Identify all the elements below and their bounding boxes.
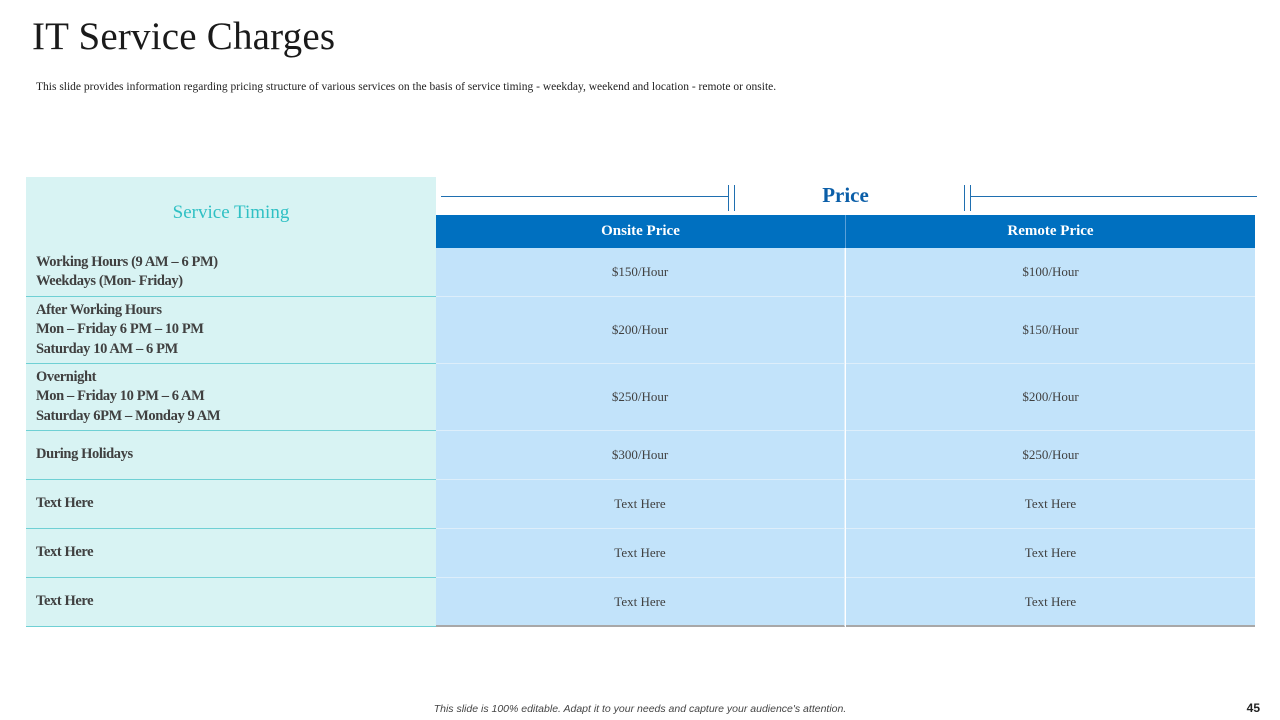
service-timing-line: Mon – Friday 10 PM – 6 AM (36, 388, 205, 405)
service-timing-line: Weekdays (Mon- Friday) (36, 273, 183, 289)
remote-price-cell: Text Here (846, 480, 1255, 529)
onsite-price-cell: Text Here (436, 480, 845, 529)
table-row (26, 480, 1255, 529)
price-header-label: Price (822, 183, 869, 207)
table-row (26, 364, 1255, 431)
remote-price-cell: $200/Hour (846, 364, 1255, 431)
slide-subtitle: This slide provides information regarding pricing structure of various services on the basis of service timing - weekday, weekend and location - remote or onsite. (36, 81, 777, 93)
service-timing-line: Saturday 6PM – Monday 9 AM (36, 407, 221, 424)
remote-price-cell: Text Here (846, 529, 1255, 578)
onsite-price-cell: $300/Hour (436, 431, 845, 480)
service-timing-cell (26, 480, 436, 529)
slide-title: IT Service Charges (32, 15, 336, 58)
remote-price-header: Remote Price (846, 215, 1255, 248)
onsite-price-cell: Text Here (436, 529, 845, 578)
service-timing-cell (26, 578, 436, 627)
service-timing-line: Text Here (36, 593, 94, 610)
price-header-band (436, 177, 1255, 215)
onsite-price-cell: $150/Hour (436, 248, 845, 297)
table-row (26, 431, 1255, 480)
service-timing-line: Overnight (36, 368, 97, 385)
table-row (26, 578, 1255, 627)
service-timing-cell (26, 364, 436, 431)
remote-price-cell: $100/Hour (846, 248, 1255, 297)
service-timing-header (26, 177, 436, 249)
service-timing-line: Working Hours (9 AM – 6 PM) (36, 253, 218, 270)
onsite-price-cell: Text Here (436, 578, 845, 627)
service-timing-line: During Holidays (36, 446, 133, 463)
service-timing-line: Text Here (36, 495, 94, 512)
service-timing-header-label: Service Timing (172, 201, 290, 223)
service-timing-cell (26, 297, 436, 364)
remote-price-cell: Text Here (846, 578, 1255, 627)
service-timing-cell (26, 248, 436, 297)
remote-price-cell: $150/Hour (846, 297, 1255, 364)
slide-footer: This slide is 100% editable. Adapt it to your needs and capture your audience's attention. (433, 703, 847, 715)
onsite-price-cell: $200/Hour (436, 297, 845, 364)
service-timing-line: Mon – Friday 6 PM – 10 PM (36, 321, 204, 338)
service-timing-cell (26, 529, 436, 578)
table-row (26, 297, 1255, 364)
onsite-price-header: Onsite Price (436, 215, 846, 248)
page-number: 45 (1246, 701, 1260, 715)
table-row (26, 248, 1255, 297)
service-timing-line: Text Here (36, 544, 94, 561)
table-row (26, 529, 1255, 578)
service-timing-line: After Working Hours (36, 301, 162, 318)
service-timing-line: Saturday 10 AM – 6 PM (36, 340, 178, 357)
onsite-price-cell: $250/Hour (436, 364, 845, 431)
remote-price-cell: $250/Hour (846, 431, 1255, 480)
service-timing-cell (26, 431, 436, 480)
